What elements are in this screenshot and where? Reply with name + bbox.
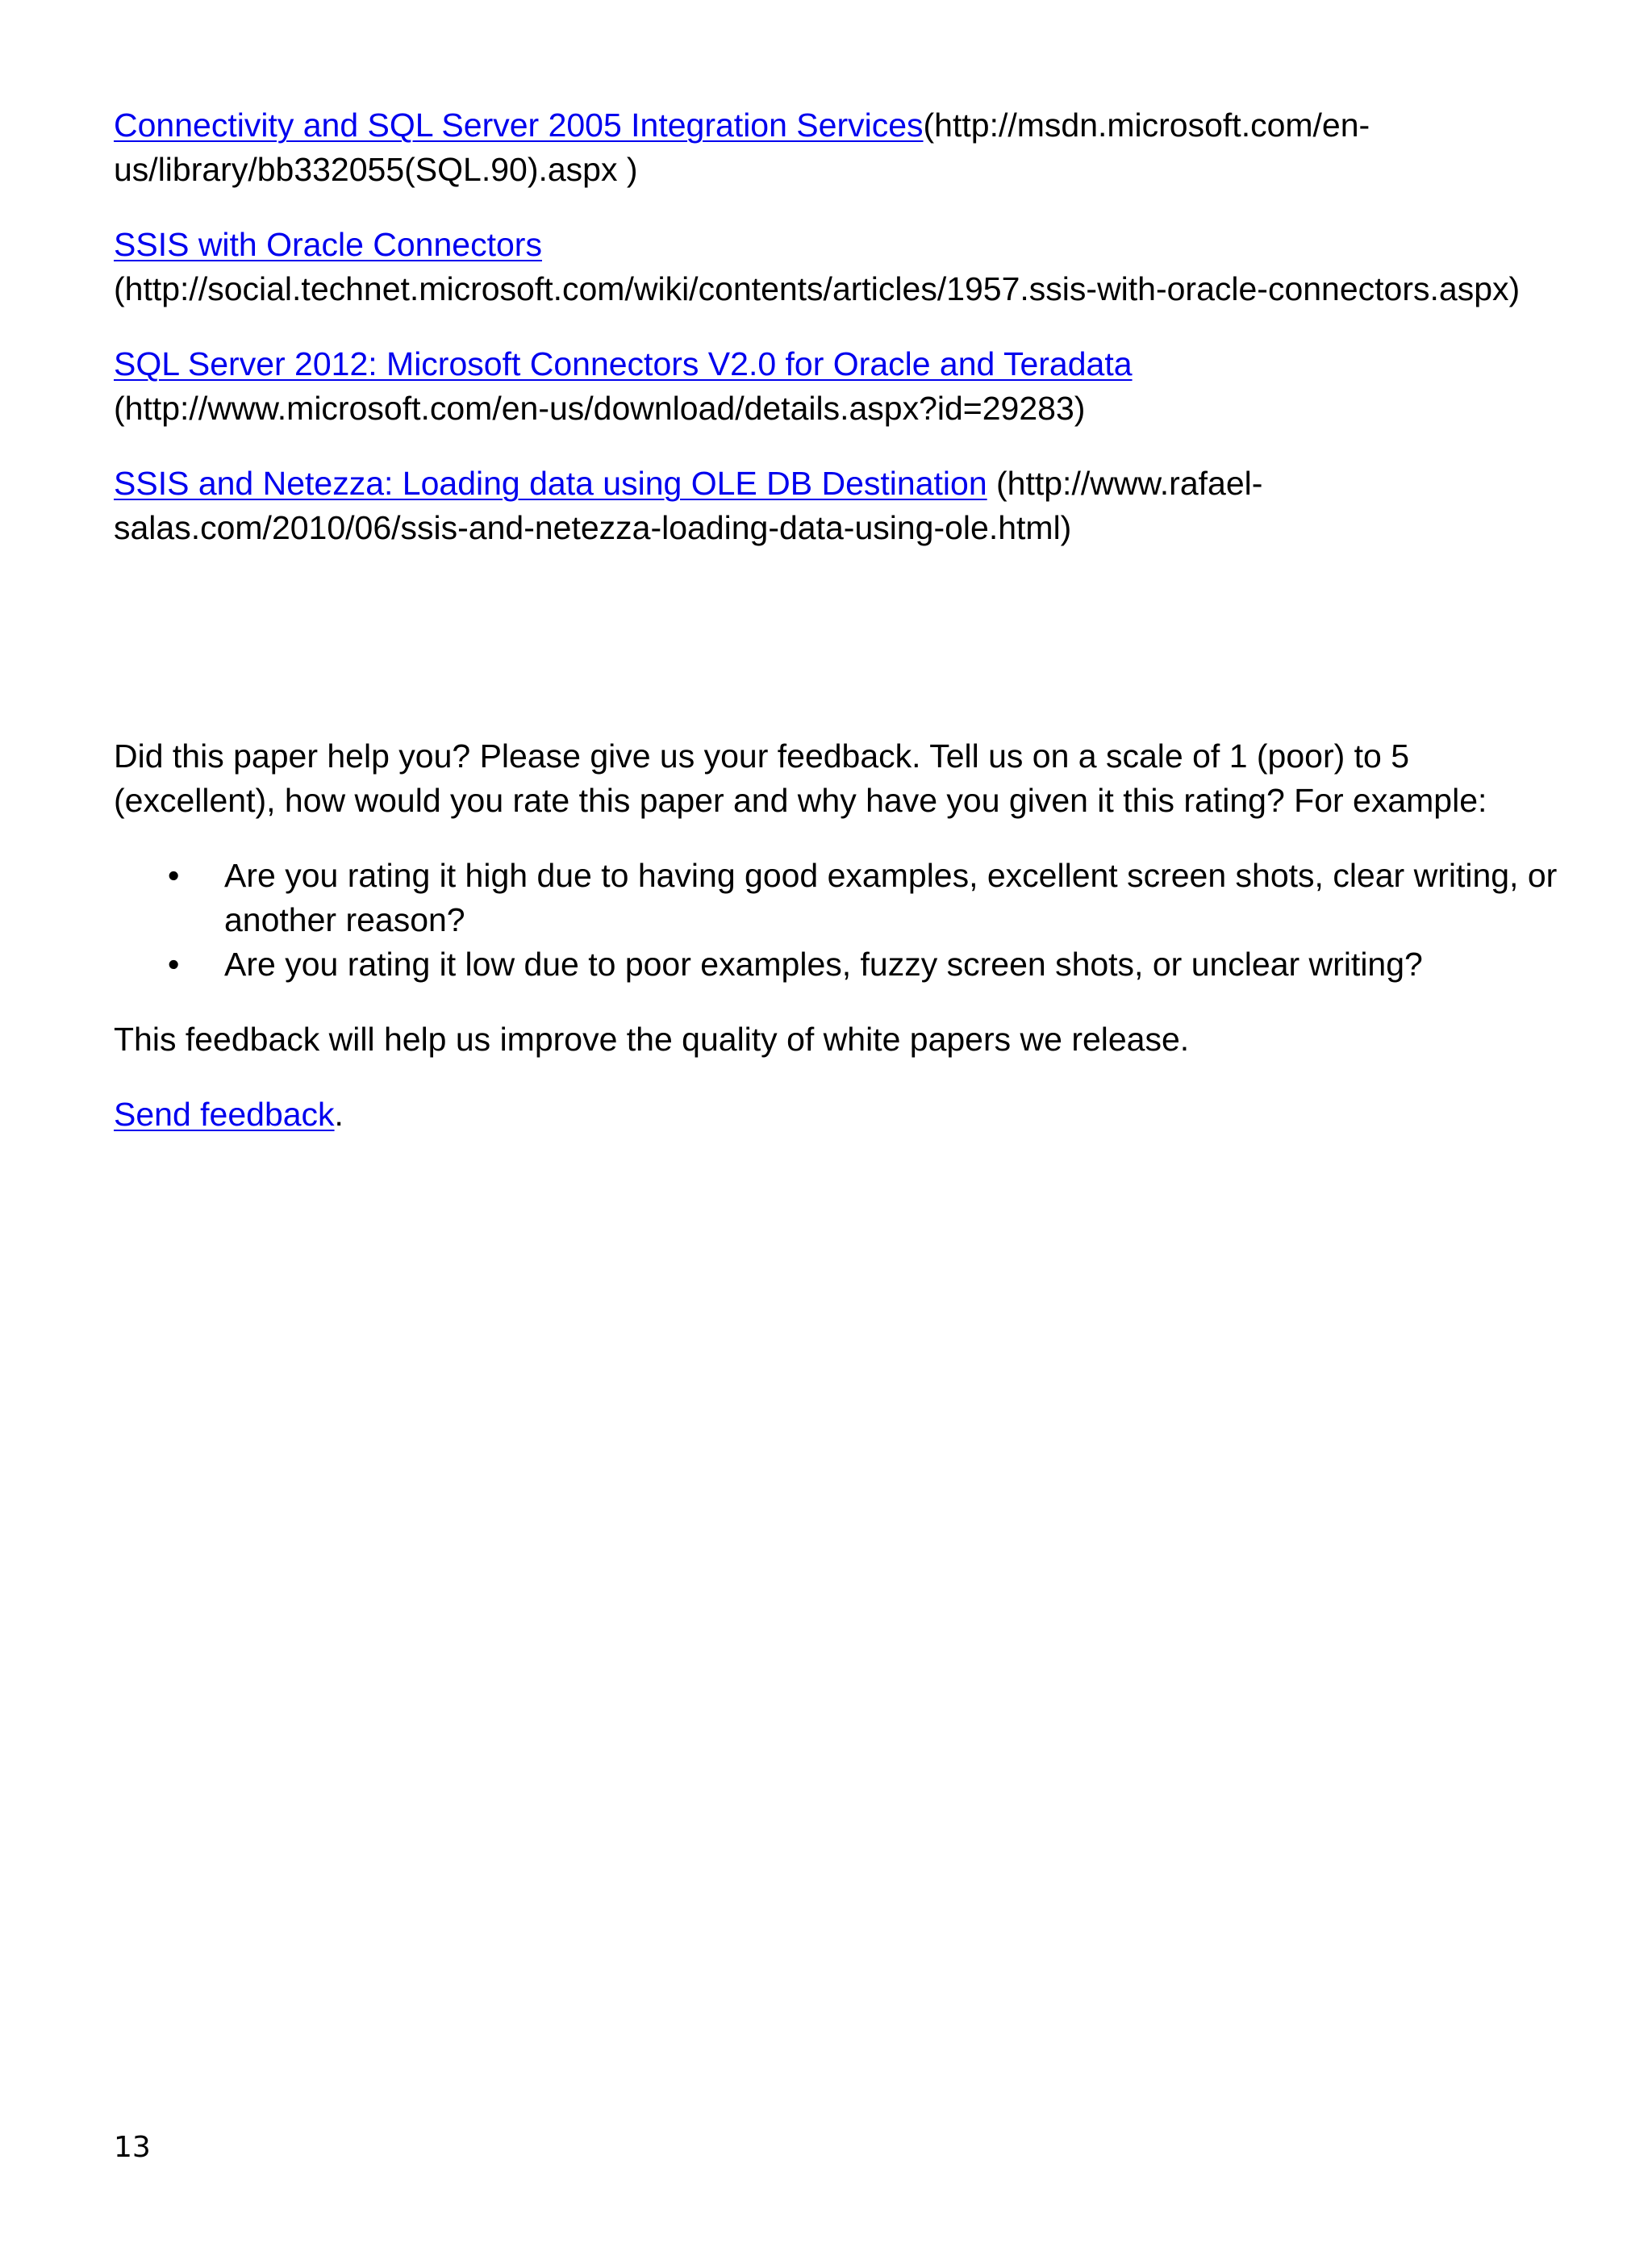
reference-link-sql-2012-connectors[interactable]: SQL Server 2012: Microsoft Connectors V2.0 for Oracle and Teradata	[114, 345, 1133, 382]
reference-link-ssis-oracle-connectors[interactable]: SSIS with Oracle Connectors	[114, 226, 542, 263]
send-feedback-suffix: .	[334, 1096, 344, 1133]
reference-item	[114, 223, 1574, 311]
reference-url: (http://www.microsoft.com/en-us/download/details.aspx?id=29283)	[114, 390, 1086, 427]
reference-item	[114, 103, 1574, 192]
send-feedback-link[interactable]: Send feedback	[114, 1096, 335, 1133]
page-number: 13	[114, 2131, 151, 2164]
bullet-text: Are you rating it low due to poor examples, fuzzy screen shots, or unclear writing?	[224, 946, 1423, 983]
feedback-closing: This feedback will help us improve the quality of white papers we release.	[114, 1021, 1190, 1058]
feedback-section	[114, 734, 1574, 1168]
bullet-icon: •	[168, 857, 180, 894]
reference-link-ssis-2005-connectivity[interactable]: Connectivity and SQL Server 2005 Integration Services	[114, 107, 924, 144]
reference-url: (http://www.rafael-salas.com/2010/06/ssis-and-netezza-loading-data-using-ole.html)	[114, 465, 1263, 546]
list-item	[114, 942, 1574, 987]
list-item	[114, 854, 1574, 942]
reference-item	[114, 462, 1574, 550]
references-section	[114, 103, 1574, 581]
bullet-icon: •	[168, 946, 180, 983]
feedback-bullet-list	[114, 854, 1574, 987]
reference-item	[114, 342, 1574, 431]
send-feedback-line	[114, 1092, 1574, 1137]
reference-url: (http://msdn.microsoft.com/en-us/library/bb332055(SQL.90).aspx )	[114, 107, 1370, 188]
feedback-intro: Did this paper help you? Please give us your feedback. Tell us on a scale of 1 (poor) to 5 (excellent), how would you rate this paper and why have you given it this rating? For example:	[114, 737, 1487, 819]
reference-url: (http://social.technet.microsoft.com/wiki/contents/articles/1957.ssis-with-oracle-connectors.aspx)	[114, 270, 1521, 307]
reference-link-ssis-netezza[interactable]: SSIS and Netezza: Loading data using OLE DB Destination	[114, 465, 987, 502]
bullet-text: Are you rating it high due to having good examples, excellent screen shots, clear writing, or another reason?	[224, 857, 1558, 938]
